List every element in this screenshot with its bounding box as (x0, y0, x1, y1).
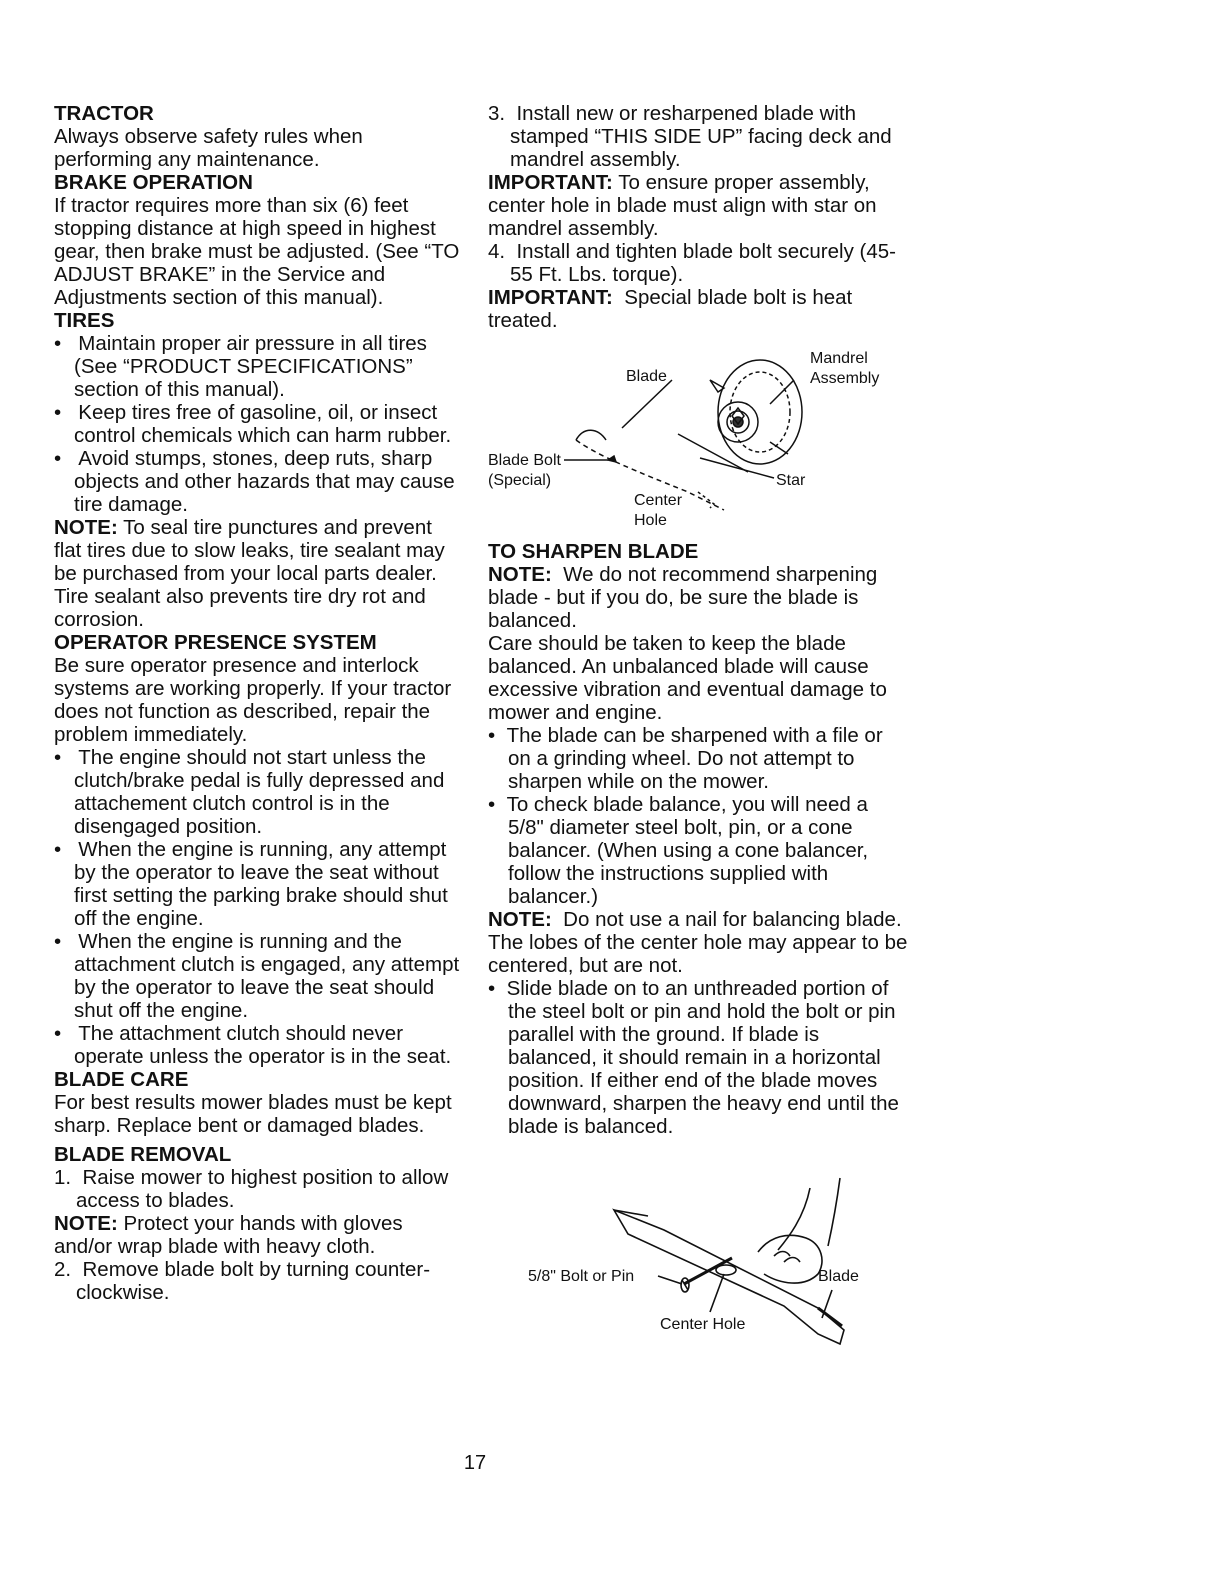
important-text-1: To ensure proper assembly, center hole in blade must align with star on mandrel assembly. (488, 171, 877, 240)
fig2-bolt-label: 5/8" Bolt or Pin (528, 1268, 635, 1285)
fig2-center-hole-label: Center Hole (660, 1316, 746, 1333)
important-label-1: IMPORTANT: (488, 171, 613, 194)
sharpen-note-label: NOTE: (488, 563, 552, 586)
fig1-blade-label: Blade (626, 368, 667, 385)
removal-step-1: 1. Raise mower to highest position to allow access to blades. (54, 1166, 449, 1212)
slide-blade-bullet: • Slide blade on to an unthreaded portion of the steel bolt or pin and hold the bolt or pin parallel with the ground. If blade is balanced, it should remain in a horizontal position. If either end of the blade moves downward, sharpen the heavy end until the blade is balanced. (488, 977, 899, 1138)
fig1-star-label: Star (776, 472, 806, 489)
safety-text: Always observe safety rules when performing any maintenance. (54, 125, 363, 171)
right-column (488, 102, 908, 1378)
operator-bullet-4: • The attachment clutch should never operate unless the operator is in the seat. (54, 1022, 452, 1068)
fig1-mandrel-label: Mandrel (810, 350, 868, 367)
blade-care-heading: BLADE CARE (54, 1068, 189, 1091)
left-column (54, 102, 464, 1304)
install-step-4: 4. Install and tighten blade bolt securely (45-55 Ft. Lbs. torque). (488, 240, 896, 286)
fig2-blade-label: Blade (818, 1268, 859, 1285)
removal-note (54, 1212, 464, 1258)
slide-blade-bullet-text: Slide blade on to an unthreaded portion of the steel bolt or pin and hold the bolt or pin parallel with the ground. If blade is balanced, it should remain in a horizontal position. If either end of the blade moves downward, sharpen the heavy end until the blade is balanced. (506, 977, 899, 1138)
mandrel-assembly-figure (488, 332, 908, 529)
blade-balance-figure (488, 1158, 908, 1378)
brake-operation-heading: BRAKE OPERATION (54, 171, 253, 194)
important-note-1 (488, 171, 908, 240)
important-text-2: Special blade bolt is heat treated. (488, 286, 853, 332)
operator-presence-heading: OPERATOR PRESENCE SYSTEM (54, 631, 377, 654)
tires-bullet-1: • Maintain proper air pressure in all tires (See “PRODUCT SPECIFICATIONS” section of this manual). (54, 332, 427, 401)
sharpen-bullet-2-text: To check blade balance, you will need a 5/8" diameter steel bolt, pin, or a cone balancer. (When using a cone balancer, follow the instructions supplied with balancer.) (506, 793, 869, 908)
sharpen-bullet-1: • The blade can be sharpened with a file or on a grinding wheel. Do not attempt to sharpen while on the mower. (488, 724, 883, 793)
sharpen-blade-heading: TO SHARPEN BLADE (488, 540, 699, 563)
tires-note-label: NOTE: (54, 516, 118, 539)
operator-bullet-1-text: The engine should not start unless the clutch/brake pedal is fully depressed and attachement clutch control is in the disengaged position. (74, 746, 445, 838)
brake-operation-text: If tractor requires more than six (6) feet stopping distance at high speed in highest gear, then brake must be adjusted. (See “TO ADJUST BRAKE” in the Service and Adjustments section of this manual). (54, 194, 460, 309)
removal-note-text: Protect your hands with gloves and/or wrap blade with heavy cloth. (54, 1212, 403, 1258)
removal-note-label: NOTE: (54, 1212, 118, 1235)
operator-bullet-2-text: When the engine is running, any attempt by the operator to leave the seat without first setting the parking brake should shut off the engine. (74, 838, 448, 930)
operator-bullet-1: • The engine should not start unless the clutch/brake pedal is fully depressed and attachement clutch control is in the disengaged position. (54, 746, 445, 838)
important-label-2: IMPORTANT: (488, 286, 613, 309)
sharpen-bullet-2: • To check blade balance, you will need a 5/8" diameter steel bolt, pin, or a cone balancer. (When using a cone balancer, follow the instructions supplied with balancer.) (488, 793, 869, 908)
tires-bullet-2-text: Keep tires free of gasoline, oil, or insect control chemicals which can harm rubber. (74, 401, 452, 447)
tires-bullet-3: • Avoid stumps, stones, deep ruts, sharp objects and other hazards that may cause tire damage. (54, 447, 455, 516)
operator-presence-text: Be sure operator presence and interlock systems are working properly. If your tractor does not function as described, repair the problem immediately. (54, 654, 452, 746)
install-step-3: 3. Install new or resharpened blade with stamped “THIS SIDE UP” facing deck and mandrel assembly. (488, 102, 892, 171)
removal-step-2: 2. Remove blade bolt by turning counter-clockwise. (54, 1258, 431, 1304)
balance-note-text: Do not use a nail for balancing blade. The lobes of the center hole may appear to be centered, but are not. (488, 908, 908, 977)
sharpen-note (488, 563, 908, 632)
operator-bullet-3-text: When the engine is running and the attachment clutch is engaged, any attempt by the operator to leave the seat should shut off the engine. (74, 930, 460, 1022)
blade-removal-heading: BLADE REMOVAL (54, 1143, 232, 1166)
tires-note (54, 516, 464, 631)
tractor-heading: TRACTOR (54, 102, 154, 125)
sharpen-text: Care should be taken to keep the blade balanced. An unbalanced blade will cause excessive vibration and eventual damage to mower and engine. (488, 632, 887, 724)
tires-heading: TIRES (54, 309, 115, 332)
tires-bullet-2: • Keep tires free of gasoline, oil, or insect control chemicals which can harm rubber. (54, 401, 452, 447)
important-note-2 (488, 286, 908, 332)
tires-bullet-1-text: Maintain proper air pressure in all tires (See “PRODUCT SPECIFICATIONS” section of this manual). (74, 332, 427, 401)
balance-note (488, 908, 908, 977)
fig1-special-label: (Special) (488, 472, 552, 489)
fig1-assembly-label: Assembly (810, 370, 880, 387)
sharpen-note-text: We do not recommend sharpening blade - but if you do, be sure the blade is balanced. (488, 563, 878, 632)
operator-bullet-4-text: The attachment clutch should never operate unless the operator is in the seat. (74, 1022, 452, 1068)
tires-note-text: To seal tire punctures and prevent flat tires due to slow leaks, tire sealant may be purchased from your local parts dealer. Tire sealant also prevents tire dry rot and corrosion. (54, 516, 445, 631)
blade-care-text: For best results mower blades must be kept sharp. Replace bent or damaged blades. (54, 1091, 452, 1137)
sharpen-bullet-1-text: The blade can be sharpened with a file or on a grinding wheel. Do not attempt to sharpen while on the mower. (506, 724, 883, 793)
tires-bullet-3-text: Avoid stumps, stones, deep ruts, sharp objects and other hazards that may cause tire damage. (74, 447, 455, 516)
fig1-center-label: Center (634, 492, 683, 509)
fig1-blade-bolt-label: Blade Bolt (488, 452, 561, 469)
balance-note-label: NOTE: (488, 908, 552, 931)
operator-bullet-2: • When the engine is running, any attempt by the operator to leave the seat without first setting the parking brake should shut off the engine. (54, 838, 448, 930)
fig1-hole-label: Hole (634, 512, 667, 529)
page-number: 17 (463, 1452, 487, 1474)
operator-bullet-3: • When the engine is running and the attachment clutch is engaged, any attempt by the operator to leave the seat should shut off the engine. (54, 930, 460, 1022)
